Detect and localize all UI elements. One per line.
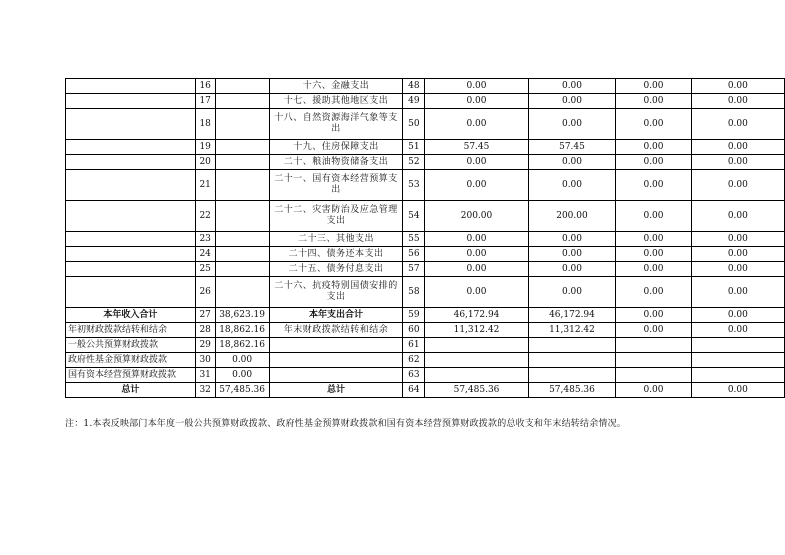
table-cell-d (269, 353, 403, 368)
table-cell-b: 30 (195, 353, 215, 368)
table-cell-a (66, 140, 196, 155)
table-cell-f: 0.00 (425, 155, 528, 170)
table-cell-e: 49 (403, 94, 425, 109)
table-cell-b: 24 (195, 247, 215, 262)
table-cell-c (215, 262, 269, 277)
table-cell-h: 0.00 (616, 383, 691, 398)
table-cell-a (66, 170, 196, 201)
table-cell-a (66, 232, 196, 247)
table-cell-b: 17 (195, 94, 215, 109)
table-cell-h: 0.00 (616, 277, 691, 308)
table-row (66, 170, 785, 201)
table-cell-b: 31 (195, 368, 215, 383)
table-row (66, 201, 785, 232)
table-cell-c (215, 155, 269, 170)
table-cell-d (269, 368, 403, 383)
table-cell-g: 0.00 (528, 94, 616, 109)
table-cell-f: 46,172.94 (425, 308, 528, 323)
table-cell-b: 20 (195, 155, 215, 170)
table-cell-g: 0.00 (528, 155, 616, 170)
table-cell-i: 0.00 (691, 155, 784, 170)
table-cell-f: 0.00 (425, 262, 528, 277)
table-cell-d: 总计 (269, 383, 403, 398)
table-cell-d: 十八、自然资源海洋气象等支出 (269, 109, 403, 140)
table-cell-c (215, 79, 269, 94)
table-cell-a (66, 262, 196, 277)
table-row (66, 383, 785, 398)
table-cell-b: 22 (195, 201, 215, 232)
table-cell-c: 18,862.16 (215, 323, 269, 338)
table-cell-c (215, 247, 269, 262)
table-cell-i: 0.00 (691, 170, 784, 201)
table-cell-f: 57.45 (425, 140, 528, 155)
table-cell-i (691, 368, 784, 383)
table-cell-b: 32 (195, 383, 215, 398)
table-cell-f: 0.00 (425, 277, 528, 308)
table-cell-g: 0.00 (528, 247, 616, 262)
table-cell-h: 0.00 (616, 247, 691, 262)
table-cell-g: 0.00 (528, 232, 616, 247)
table-row (66, 79, 785, 94)
table-cell-c (215, 140, 269, 155)
table-cell-i: 0.00 (691, 247, 784, 262)
table-row (66, 323, 785, 338)
table-cell-f (425, 353, 528, 368)
table-cell-e: 53 (403, 170, 425, 201)
table-cell-h: 0.00 (616, 262, 691, 277)
table-cell-d: 二十六、抗疫特别国债安排的支出 (269, 277, 403, 308)
table-cell-c: 0.00 (215, 368, 269, 383)
table-cell-e: 59 (403, 308, 425, 323)
table-cell-e: 60 (403, 323, 425, 338)
table-cell-i: 0.00 (691, 262, 784, 277)
table-cell-g (528, 368, 616, 383)
table-cell-a (66, 109, 196, 140)
table-cell-h: 0.00 (616, 201, 691, 232)
table-cell-g: 57.45 (528, 140, 616, 155)
table-cell-c (215, 201, 269, 232)
table-cell-i: 0.00 (691, 308, 784, 323)
table-cell-a: 总计 (66, 383, 196, 398)
table-cell-h (616, 368, 691, 383)
table-cell-f: 0.00 (425, 232, 528, 247)
table-cell-f: 57,485.36 (425, 383, 528, 398)
table-cell-f (425, 338, 528, 353)
table-cell-a (66, 201, 196, 232)
table-cell-g: 57,485.36 (528, 383, 616, 398)
table-cell-g (528, 353, 616, 368)
table-cell-h (616, 353, 691, 368)
table-cell-g: 0.00 (528, 109, 616, 140)
table-cell-g: 0.00 (528, 262, 616, 277)
table-cell-c: 0.00 (215, 353, 269, 368)
table-cell-c (215, 170, 269, 201)
table-cell-h (616, 338, 691, 353)
table-cell-g: 0.00 (528, 277, 616, 308)
table-cell-e: 52 (403, 155, 425, 170)
table-cell-d: 十六、金融支出 (269, 79, 403, 94)
table-cell-f: 200.00 (425, 201, 528, 232)
table-cell-d: 二十三、其他支出 (269, 232, 403, 247)
table-cell-b: 23 (195, 232, 215, 247)
table-cell-f: 0.00 (425, 247, 528, 262)
table-cell-e: 61 (403, 338, 425, 353)
table-cell-a: 年初财政拨款结转和结余 (66, 323, 196, 338)
table-cell-e: 50 (403, 109, 425, 140)
table-cell-c (215, 232, 269, 247)
table-row (66, 155, 785, 170)
table-cell-g: 0.00 (528, 79, 616, 94)
table-cell-e: 51 (403, 140, 425, 155)
table-cell-h: 0.00 (616, 140, 691, 155)
table-cell-h: 0.00 (616, 308, 691, 323)
table-cell-a: 一般公共预算财政拨款 (66, 338, 196, 353)
table-cell-f: 11,312.42 (425, 323, 528, 338)
table-row (66, 140, 785, 155)
table-cell-g: 0.00 (528, 170, 616, 201)
table-cell-d: 十九、住房保障支出 (269, 140, 403, 155)
table-body (66, 79, 785, 398)
table-cell-i (691, 353, 784, 368)
table-cell-b: 21 (195, 170, 215, 201)
table-cell-i: 0.00 (691, 109, 784, 140)
table-cell-g: 11,312.42 (528, 323, 616, 338)
table-row (66, 94, 785, 109)
table-cell-a: 国有资本经营预算财政拨款 (66, 368, 196, 383)
table-cell-i (691, 338, 784, 353)
table-cell-i: 0.00 (691, 201, 784, 232)
table-cell-h: 0.00 (616, 79, 691, 94)
table-cell-h: 0.00 (616, 155, 691, 170)
table-cell-e: 56 (403, 247, 425, 262)
table-cell-i: 0.00 (691, 79, 784, 94)
table-cell-a (66, 247, 196, 262)
table-row (66, 262, 785, 277)
table-cell-d: 二十、粮油物资储备支出 (269, 155, 403, 170)
table-cell-e: 57 (403, 262, 425, 277)
table-cell-e: 55 (403, 232, 425, 247)
table-cell-e: 64 (403, 383, 425, 398)
table-cell-g: 46,172.94 (528, 308, 616, 323)
table-cell-a (66, 277, 196, 308)
table-cell-c (215, 277, 269, 308)
table-cell-e: 63 (403, 368, 425, 383)
table-cell-b: 27 (195, 308, 215, 323)
table-cell-c (215, 94, 269, 109)
table-cell-e: 58 (403, 277, 425, 308)
table-cell-d: 二十一、国有资本经营预算支出 (269, 170, 403, 201)
table-cell-d: 二十五、债务付息支出 (269, 262, 403, 277)
table-cell-a: 本年收入合计 (66, 308, 196, 323)
table-cell-d: 年末财政拨款结转和结余 (269, 323, 403, 338)
table-cell-f: 0.00 (425, 94, 528, 109)
table-cell-e: 48 (403, 79, 425, 94)
table-cell-f: 0.00 (425, 109, 528, 140)
fiscal-appropriation-table (65, 78, 785, 398)
table-row (66, 109, 785, 140)
table-cell-d: 二十四、债务还本支出 (269, 247, 403, 262)
table-cell-b: 25 (195, 262, 215, 277)
table-cell-h: 0.00 (616, 94, 691, 109)
table-cell-h: 0.00 (616, 109, 691, 140)
table-cell-c: 57,485.36 (215, 383, 269, 398)
table-cell-b: 26 (195, 277, 215, 308)
table-cell-f (425, 368, 528, 383)
table-cell-g (528, 338, 616, 353)
table-cell-d (269, 338, 403, 353)
table-cell-d: 本年支出合计 (269, 308, 403, 323)
table-cell-a (66, 94, 196, 109)
table-cell-i: 0.00 (691, 140, 784, 155)
table-row (66, 308, 785, 323)
table-cell-f: 0.00 (425, 170, 528, 201)
table-cell-c: 38,623.19 (215, 308, 269, 323)
table-row (66, 247, 785, 262)
table-cell-h: 0.00 (616, 170, 691, 201)
table-cell-c (215, 109, 269, 140)
table-cell-b: 18 (195, 109, 215, 140)
table-cell-e: 54 (403, 201, 425, 232)
table-cell-b: 29 (195, 338, 215, 353)
table-cell-d: 十七、援助其他地区支出 (269, 94, 403, 109)
table-row (66, 338, 785, 353)
table-cell-a (66, 79, 196, 94)
table-row (66, 232, 785, 247)
table-row (66, 368, 785, 383)
table-cell-a: 政府性基金预算财政拨款 (66, 353, 196, 368)
table-cell-i: 0.00 (691, 277, 784, 308)
table-cell-b: 16 (195, 79, 215, 94)
table-cell-a (66, 155, 196, 170)
table-row (66, 353, 785, 368)
table-cell-h: 0.00 (616, 323, 691, 338)
table-cell-b: 19 (195, 140, 215, 155)
table-row (66, 277, 785, 308)
table-cell-c: 18,862.16 (215, 338, 269, 353)
table-cell-i: 0.00 (691, 383, 784, 398)
table-cell-i: 0.00 (691, 323, 784, 338)
table-cell-d: 二十二、灾害防治及应急管理支出 (269, 201, 403, 232)
table-cell-i: 0.00 (691, 94, 784, 109)
table-cell-b: 28 (195, 323, 215, 338)
table-footnote: 注：1.本表反映部门本年度一般公共预算财政拨款、政府性基金预算财政拨款和国有资本经营预算财政拨款的总收支和年末结转结余情况。 (65, 419, 626, 429)
table-cell-f: 0.00 (425, 79, 528, 94)
table-cell-i: 0.00 (691, 232, 784, 247)
table-cell-g: 200.00 (528, 201, 616, 232)
table-cell-e: 62 (403, 353, 425, 368)
table-cell-h: 0.00 (616, 232, 691, 247)
